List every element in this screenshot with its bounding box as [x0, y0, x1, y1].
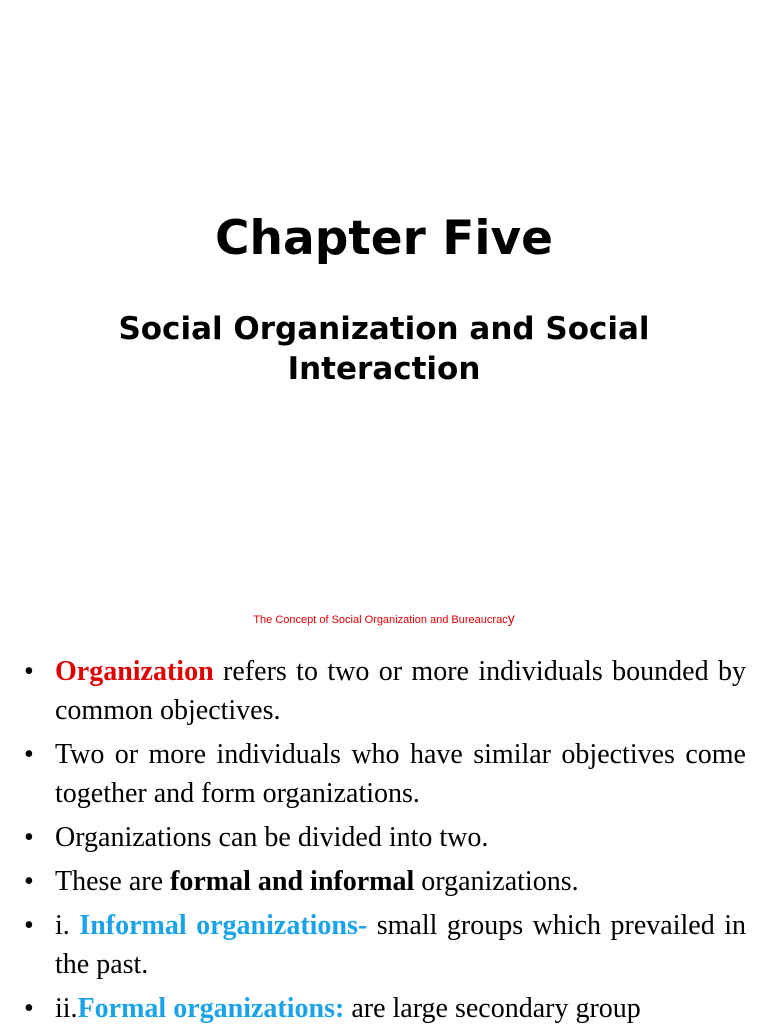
bullet-item-divided-into-two [24, 818, 746, 857]
term-formal-and-informal: formal and informal [170, 866, 415, 897]
chapter-subtitle: Social Organization and Social Interaction [118, 311, 650, 387]
bullet-prefix: i. [55, 910, 80, 941]
term-organization: Organization [55, 656, 214, 687]
bullet-item-informal-organizations [24, 906, 746, 984]
bullet-text: small groups which prevailed in the past. [55, 910, 747, 980]
bullet-list [24, 652, 746, 1033]
bullet-icon: • [24, 656, 34, 687]
term-informal-organizations: Informal organizations- [79, 910, 368, 941]
bullet-text: refers to two or more individuals bounded by common objectives. [55, 656, 746, 726]
bullet-item-formal-informal [24, 862, 746, 901]
bullet-text-before: These are [55, 866, 171, 897]
bullet-prefix: ii. [55, 993, 78, 1024]
term-formal-organizations: Formal organizations: [77, 993, 345, 1024]
section-heading [0, 608, 768, 630]
bullet-text: Two or more individuals who have similar objectives come together and form organizations. [55, 739, 746, 809]
section-heading-text: The Concept of Social Organization and Bureaucrac [253, 614, 508, 626]
bullet-item-formal-organizations [24, 989, 746, 1028]
bullet-item-organization-definition [24, 652, 746, 730]
bullet-icon: • [24, 993, 34, 1024]
bullet-icon: • [24, 822, 34, 853]
bullet-icon: • [24, 739, 34, 770]
bullet-icon: • [24, 910, 34, 941]
bullet-text-after: organizations. [414, 866, 579, 897]
bullet-item-similar-objectives [24, 735, 746, 813]
chapter-title: Chapter Five [215, 211, 553, 266]
bullet-text: are large secondary group [344, 993, 641, 1024]
section-heading-last-letter: y [507, 610, 515, 626]
bullet-icon: • [24, 866, 34, 897]
bullet-text: Organizations can be divided into two. [55, 822, 489, 853]
